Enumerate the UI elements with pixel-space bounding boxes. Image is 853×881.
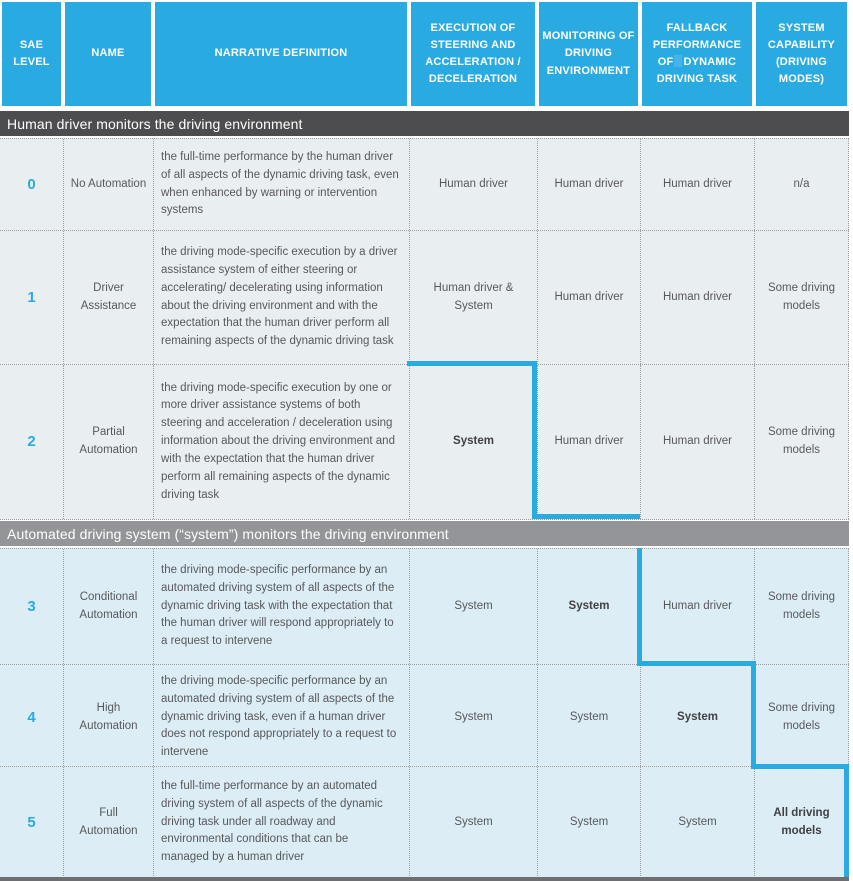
bottom-divider [0, 877, 849, 881]
column-header-label: MONITORING OF DRIVING ENVIRONMENT [542, 30, 635, 77]
fallback-text: Human driver [662, 290, 733, 303]
capability-text: n/a [793, 177, 810, 190]
fallback-cell [640, 139, 754, 230]
definition-cell [153, 665, 409, 770]
column-header-label: NAME [91, 47, 125, 60]
level-cell: 3 [27, 597, 36, 615]
name-text: Partial Automation [79, 426, 138, 456]
definition-cell [153, 139, 409, 230]
fallback-text: Human driver [662, 177, 733, 190]
fallback-text: Human driver [662, 435, 733, 448]
boundary-line-segment [637, 548, 642, 664]
name-cell [63, 365, 153, 519]
column-header-label: NARRATIVE DEFINITION [214, 47, 348, 60]
column-header-system-capability [754, 0, 849, 108]
fallback-cell [640, 231, 754, 364]
capability-text: Some driving models [767, 426, 836, 456]
capability-cell [754, 139, 849, 230]
execution-cell [409, 231, 537, 364]
fallback-cell [640, 365, 754, 519]
capability-cell [754, 767, 849, 878]
monitoring-cell [537, 767, 640, 878]
column-header-label: SYSTEM CAPABILITY (DRIVING MODES) [767, 21, 836, 86]
column-header-narrative-definition [153, 0, 409, 108]
column-header-name [63, 0, 153, 108]
selection-highlight-artifact [674, 55, 682, 67]
column-header-label [645, 20, 749, 88]
column-header-fallback [640, 0, 754, 108]
execution-cell [409, 549, 537, 664]
name-text: Driver Assistance [80, 281, 137, 312]
column-header-label-part2: DYNAMIC DRIVING TASK [656, 56, 738, 86]
execution-cell [409, 665, 537, 770]
column-header-monitoring [537, 0, 640, 108]
capability-text: Some driving models [767, 281, 836, 312]
execution-text: System [454, 710, 493, 723]
column-header-execution [409, 0, 537, 108]
execution-text: System [454, 815, 493, 828]
row-level-4 [0, 665, 849, 767]
monitoring-cell [537, 139, 640, 230]
column-header-label-part1: FALLBACK PERFORMANCE OF [652, 21, 742, 68]
definition-cell [153, 549, 409, 664]
monitoring-cell [537, 365, 640, 519]
capability-cell [754, 365, 849, 519]
name-cell [63, 549, 153, 664]
definition-cell [153, 231, 409, 364]
capability-cell [754, 231, 849, 364]
execution-cell [409, 365, 537, 519]
monitoring-cell [537, 549, 640, 664]
level-cell: 1 [27, 288, 36, 306]
capability-text: Some driving models [767, 590, 836, 621]
column-header-label: EXECUTION OF STEERING AND ACCELERATION / DECELERATION [425, 21, 521, 86]
boundary-line-segment [637, 661, 756, 666]
section-human-driver-monitors [0, 138, 849, 520]
level-cell: 0 [27, 175, 36, 193]
section-automated-system-monitors [0, 548, 849, 878]
name-cell [63, 767, 153, 878]
boundary-line-segment [532, 514, 640, 519]
row-level-0 [0, 139, 849, 231]
execution-text: System [454, 599, 493, 612]
name-text: High Automation [79, 701, 138, 732]
column-header-sae-level [0, 0, 63, 108]
section-header-label: Human driver monitors the driving environment [7, 115, 303, 132]
table-header-row [0, 0, 849, 108]
name-text: No Automation [70, 177, 147, 190]
definition-text: the full-time performance by the human driver of all aspects of the dynamic driving task, even when enhanced by warning or intervention systems [161, 150, 399, 217]
row-level-3 [0, 549, 849, 665]
section-header-human-driver-monitors [0, 111, 849, 136]
execution-text: Human driver [438, 177, 509, 190]
row-level-2 [0, 365, 849, 520]
row-level-1 [0, 231, 849, 365]
monitoring-text: System [569, 815, 609, 828]
boundary-line-segment [407, 361, 537, 366]
definition-cell [153, 767, 409, 878]
capability-cell [754, 549, 849, 664]
execution-cell [409, 139, 537, 230]
definition-text: the driving mode-specific performance by an automated driving system of all aspects of the dynamic driving task with the expectation that the human driver will respond appropriately to a request to intervene [161, 563, 395, 648]
monitoring-text: Human driver [554, 177, 624, 190]
definition-text: the driving mode-specific execution by a driver assistance system of either steering or accelerating/ decelerating using information about the driving environment and with the expectation that the human driver perform all remaining aspects of the dynamic driving task [161, 246, 398, 348]
fallback-cell [640, 665, 754, 770]
boundary-line-segment [844, 764, 849, 877]
boundary-line-segment [532, 361, 537, 519]
definition-cell [153, 365, 409, 519]
monitoring-text: Human driver [554, 435, 624, 448]
monitoring-text: System [569, 710, 609, 723]
monitoring-text: System [568, 599, 610, 612]
definition-text: the driving mode-specific execution by one or more driver assistance systems of both steering and acceleration / deceleration using information about the driving environment and with the expectation that the human driver perform all remaining aspects of the dynamic driving task [161, 381, 395, 501]
level-cell: 4 [27, 708, 36, 726]
definition-text: the driving mode-specific performance by an automated driving system of all aspects of the dynamic driving task, even if a human driver does not respond appropriately to a request to intervene [161, 675, 397, 759]
section-header-automated-system-monitors [0, 521, 849, 546]
definition-text: the full-time performance by an automated driving system of all aspects of the dynamic driving task under all roadway and environmental conditions that can be managed by a human driver [161, 779, 383, 864]
name-cell [63, 231, 153, 364]
row-level-5 [0, 767, 849, 878]
level-cell: 2 [27, 433, 36, 451]
monitoring-cell [537, 665, 640, 770]
monitoring-text: Human driver [554, 290, 624, 303]
column-header-label: SAE LEVEL [13, 38, 50, 68]
boundary-line-segment [751, 661, 756, 769]
fallback-cell [640, 767, 754, 878]
fallback-text: System [678, 815, 717, 828]
capability-text: Some driving models [767, 701, 836, 732]
name-text: Conditional Automation [79, 590, 138, 621]
name-cell [63, 665, 153, 770]
level-cell: 5 [27, 813, 36, 831]
capability-text: All driving models [773, 806, 830, 837]
execution-text: System [453, 435, 494, 448]
boundary-line-segment [751, 764, 849, 769]
fallback-cell [640, 549, 754, 664]
capability-cell [754, 665, 849, 770]
section-header-label: Automated driving system (“system”) monitors the driving environment [7, 525, 449, 542]
execution-text: Human driver & System [433, 281, 514, 312]
name-cell [63, 139, 153, 230]
fallback-text: Human driver [662, 599, 733, 612]
execution-cell [409, 767, 537, 878]
name-text: Full Automation [79, 806, 138, 837]
fallback-text: System [677, 710, 718, 723]
monitoring-cell [537, 231, 640, 364]
